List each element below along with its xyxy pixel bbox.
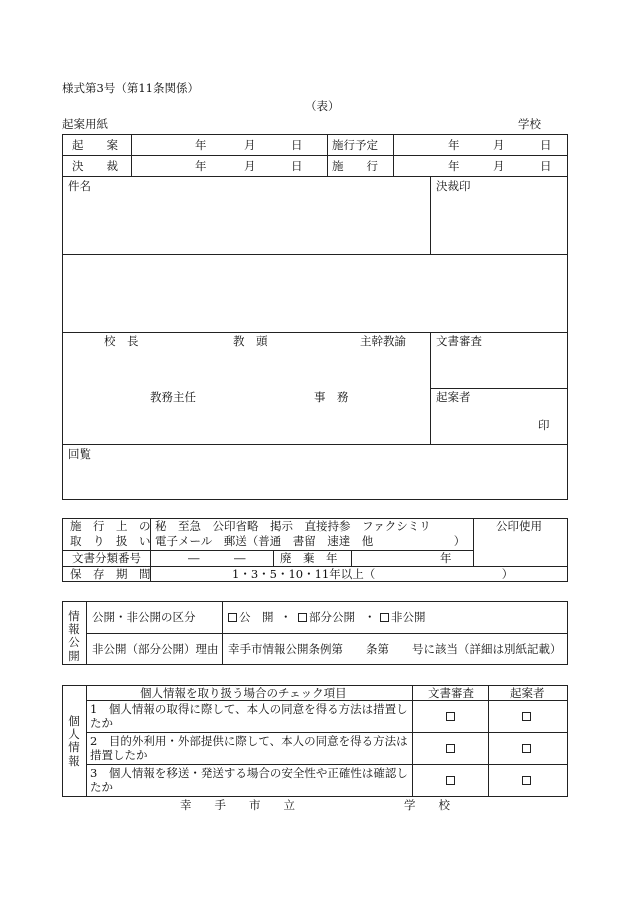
shiko-yotei-label: 施行予定 [332, 138, 378, 152]
separator-2: ・ [364, 610, 376, 624]
private-option-label: 非公開 [391, 610, 426, 624]
item-1-drafter-checkbox[interactable] [522, 712, 531, 721]
disposal-label: 廃 棄 年 [280, 551, 338, 565]
subject-label: 件名 [68, 179, 91, 193]
kian-day: 日 [291, 138, 303, 152]
handling-options-1: 秘 至急 公印省略 掲示 直接持参 ファクシミリ [155, 519, 431, 533]
kian-month: 月 [244, 138, 256, 152]
shiko-label: 施 行 [332, 159, 378, 173]
item-3-drafter-checkbox[interactable] [522, 776, 531, 785]
kessai-year: 年 [195, 159, 207, 173]
seal-label: 決裁印 [436, 179, 471, 193]
classification-value: ― ― [188, 551, 246, 565]
kian-year: 年 [195, 138, 207, 152]
item-2-review-checkbox[interactable] [446, 744, 455, 753]
official-seal-label: 公印使用 [496, 519, 542, 533]
handling-label-1: 施 行 上 の [70, 519, 151, 533]
shiko-month: 月 [493, 159, 505, 173]
kessai-month: 月 [244, 159, 256, 173]
partial-option-label: 部分公開 [309, 610, 355, 624]
item-3-review-checkbox[interactable] [446, 776, 455, 785]
checklist-item-1: 1 個人情報の取得に際して、本人の同意を得る方法は措置したか [90, 702, 408, 731]
shiko-year: 年 [448, 159, 460, 173]
public-checkbox[interactable] [228, 613, 237, 622]
office-label: 事 務 [314, 390, 349, 404]
kessai-day: 日 [291, 159, 303, 173]
partial-checkbox[interactable] [298, 613, 307, 622]
private-checkbox[interactable] [380, 613, 389, 622]
separator-1: ・ [280, 610, 292, 624]
drafter-label: 起案者 [436, 390, 471, 404]
retention-label: 保 存 期 間 [70, 567, 151, 581]
reason-label: 非公開（部分公開）理由 [92, 642, 219, 656]
kian-label: 起 案 [72, 138, 118, 152]
personal-side-label: 個人情報 [68, 714, 80, 768]
disclosure-category-label: 公開・非公開の区分 [92, 610, 196, 624]
main-form [62, 134, 568, 500]
shiko-day: 日 [540, 159, 552, 173]
disposal-year: 年 [440, 551, 452, 565]
public-option-label: 公 開 [239, 610, 274, 624]
side-label: （表） [305, 99, 340, 113]
footer-city: 幸 手 市 立 [180, 798, 295, 812]
vice-principal-label: 教 頭 [233, 334, 268, 348]
circulation-label: 回覧 [68, 447, 91, 461]
header-school: 学校 [518, 117, 541, 131]
footer-school: 学 校 [404, 798, 450, 812]
drafter-header: 起案者 [510, 686, 545, 700]
classification-label: 文書分類番号 [72, 551, 141, 565]
document-review-label: 文書審査 [436, 334, 482, 348]
disclosure-side-label: 情報公開 [68, 609, 80, 663]
chief-teacher-label: 主幹教諭 [360, 334, 406, 348]
kessai-label: 決 裁 [72, 159, 118, 173]
checklist-item-3: 3 個人情報を移送・発送する場合の安全性や正確性は確認したか [90, 766, 408, 795]
shiko-yotei-day: 日 [540, 138, 552, 152]
form-number: 様式第3号（第11条関係） [62, 81, 199, 95]
seal-mark: 印 [538, 418, 550, 432]
form-name: 起案用紙 [62, 117, 108, 131]
handling-options-2: 電子メール 郵送（普通 書留 速達 他 ） [155, 534, 466, 548]
review-header: 文書審査 [428, 686, 474, 700]
reason-text: 幸手市情報公開条例第 条第 号に該当（詳細は別紙記載） [228, 642, 562, 656]
academic-chief-label: 教務主任 [150, 390, 196, 404]
handling-label-2: 取 り 扱 い [70, 534, 151, 548]
retention-value: 1・3・5・10・11年以上（ ） [232, 567, 514, 581]
shiko-yotei-month: 月 [493, 138, 505, 152]
principal-label: 校 長 [104, 334, 139, 348]
item-1-review-checkbox[interactable] [446, 712, 455, 721]
shiko-yotei-year: 年 [448, 138, 460, 152]
item-2-drafter-checkbox[interactable] [522, 744, 531, 753]
checklist-item-2: 2 目的外利用・外部提供に際して、本人の同意を得る方法は措置したか [90, 734, 408, 763]
checklist-header: 個人情報を取り扱う場合のチェック項目 [140, 686, 347, 700]
